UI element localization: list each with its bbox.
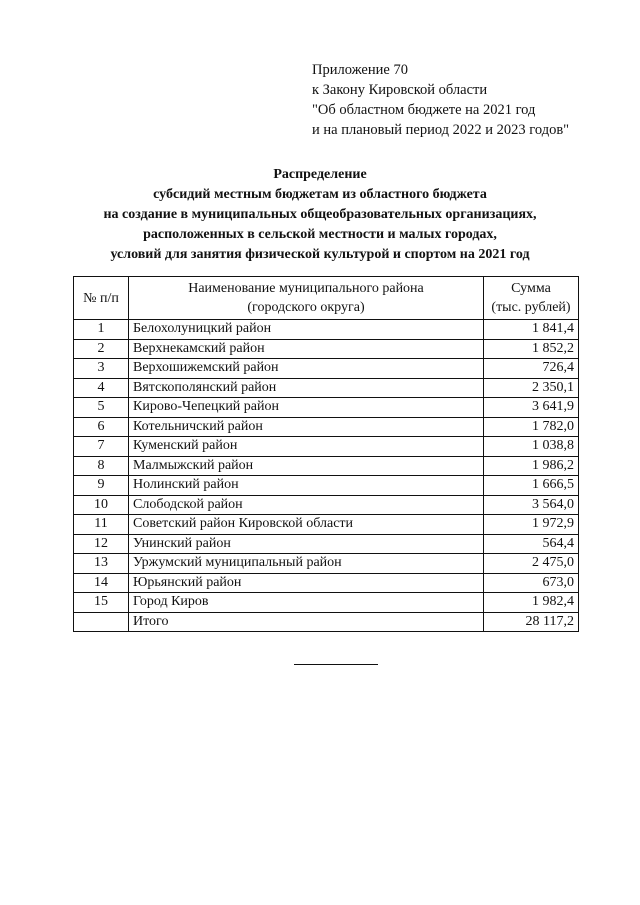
header-name-line-1: Наименование муниципального района [188, 281, 424, 296]
row-district-name: Верхнекамский район [129, 339, 484, 359]
total-num-cell [74, 612, 129, 632]
title-line-5: условий для занятия физической культурой и спортом на 2021 год [110, 247, 530, 262]
table-row [74, 417, 579, 437]
row-number: 12 [74, 534, 129, 554]
row-number: 8 [74, 456, 129, 476]
appendix-law-title: "Об областном бюджете на 2021 год [312, 102, 536, 118]
appendix-law-period: и на плановый период 2022 и 2023 годов" [312, 122, 570, 138]
title-line-1: Распределение [273, 167, 367, 182]
title-line-4: расположенных в сельской местности и малых городах, [143, 227, 497, 242]
row-sum: 726,4 [484, 359, 579, 379]
total-label: Итого [129, 612, 484, 632]
row-sum: 3 564,0 [484, 495, 579, 515]
closing-line [294, 664, 378, 665]
row-sum: 1 038,8 [484, 437, 579, 457]
header-sum-line-2: (тыс. рублей) [491, 300, 571, 315]
row-district-name: Белохолуницкий район [129, 320, 484, 340]
row-sum: 1 986,2 [484, 456, 579, 476]
row-sum: 564,4 [484, 534, 579, 554]
row-district-name: Советский район Кировской области [129, 515, 484, 535]
row-number: 2 [74, 339, 129, 359]
header-sum-line-1: Сумма [511, 281, 551, 296]
table-row [74, 476, 579, 496]
table-row [74, 534, 579, 554]
header-num [74, 277, 129, 320]
header-num-text: № п/п [83, 290, 119, 306]
row-sum: 673,0 [484, 573, 579, 593]
row-number: 9 [74, 476, 129, 496]
row-district-name: Вятскополянский район [129, 378, 484, 398]
row-district-name: Кирово-Чепецкий район [129, 398, 484, 418]
table-row [74, 495, 579, 515]
row-district-name: Малмыжский район [129, 456, 484, 476]
row-sum: 1 841,4 [484, 320, 579, 340]
row-sum: 1 972,9 [484, 515, 579, 535]
table-row [74, 359, 579, 379]
table-row [74, 515, 579, 535]
row-district-name: Унинский район [129, 534, 484, 554]
total-sum: 28 117,2 [484, 612, 579, 632]
row-district-name: Юрьянский район [129, 573, 484, 593]
row-number: 1 [74, 320, 129, 340]
appendix-number: Приложение 70 [312, 62, 408, 78]
header-sum [484, 277, 579, 320]
row-number: 11 [74, 515, 129, 535]
row-district-name: Город Киров [129, 593, 484, 613]
row-sum: 1 982,4 [484, 593, 579, 613]
header-name [129, 277, 484, 320]
row-district-name: Уржумский муниципальный район [129, 554, 484, 574]
row-sum: 1 666,5 [484, 476, 579, 496]
table-row [74, 320, 579, 340]
table-row [74, 456, 579, 476]
row-district-name: Нолинский район [129, 476, 484, 496]
row-number: 14 [74, 573, 129, 593]
header-name-line-2: (городского округа) [247, 300, 365, 315]
table-row [74, 437, 579, 457]
row-district-name: Котельничский район [129, 417, 484, 437]
row-district-name: Слободской район [129, 495, 484, 515]
table-row [74, 554, 579, 574]
row-number: 7 [74, 437, 129, 457]
row-sum: 1 852,2 [484, 339, 579, 359]
appendix-header [312, 60, 569, 140]
row-number: 15 [74, 593, 129, 613]
row-sum: 2 350,1 [484, 378, 579, 398]
row-number: 10 [74, 495, 129, 515]
row-sum: 2 475,0 [484, 554, 579, 574]
appendix-law-ref: к Закону Кировской области [312, 82, 488, 98]
row-district-name: Куменский район [129, 437, 484, 457]
row-number: 6 [74, 417, 129, 437]
table-row [74, 398, 579, 418]
row-number: 13 [74, 554, 129, 574]
title-line-3: на создание в муниципальных общеобразовательных организациях, [103, 207, 537, 222]
document-title [0, 165, 640, 265]
row-number: 4 [74, 378, 129, 398]
total-row [74, 612, 579, 632]
table-row [74, 339, 579, 359]
row-number: 5 [74, 398, 129, 418]
row-sum: 3 641,9 [484, 398, 579, 418]
title-line-2: субсидий местным бюджетам из областного бюджета [153, 187, 487, 202]
table-row [74, 593, 579, 613]
row-sum: 1 782,0 [484, 417, 579, 437]
distribution-table [73, 276, 579, 632]
table-row [74, 573, 579, 593]
table-row [74, 378, 579, 398]
row-district-name: Верхошижемский район [129, 359, 484, 379]
table-header-row [74, 277, 579, 320]
row-number: 3 [74, 359, 129, 379]
